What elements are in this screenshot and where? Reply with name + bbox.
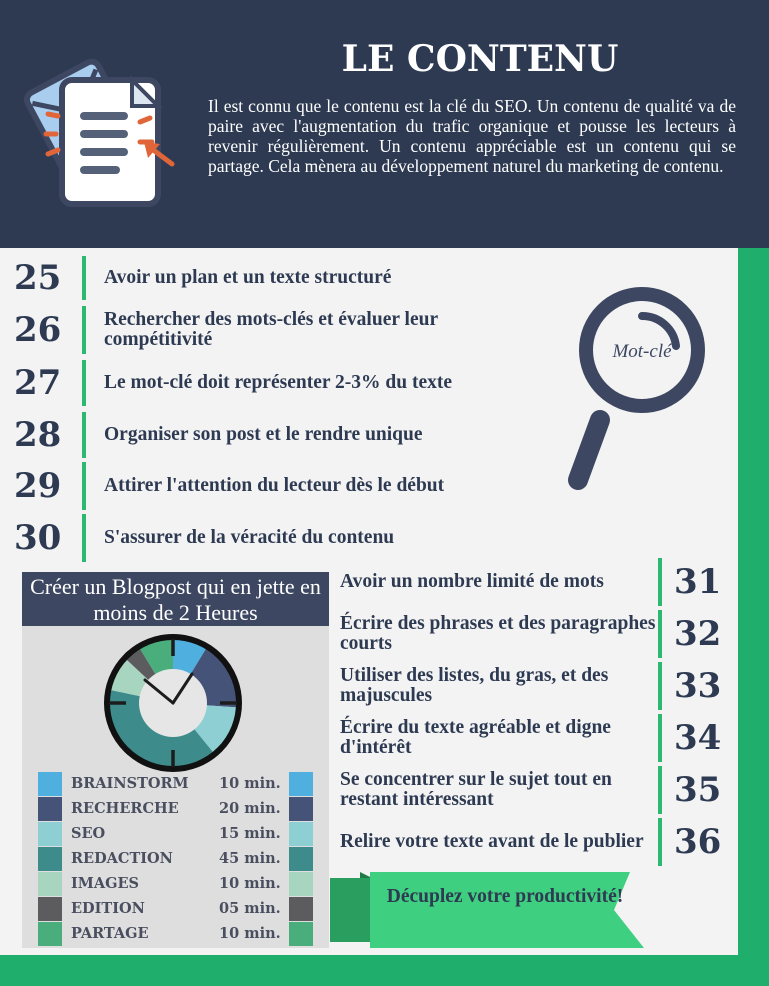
tip-34 [340, 714, 732, 762]
tip-29 [0, 462, 486, 510]
tip-text: Rechercher des mots-clés et évaluer leur compétitivité [104, 309, 438, 350]
tip-text: Se concentrer sur le sujet tout en restant intéressant [340, 769, 612, 810]
tip-text: Relire votre texte avant de le publier [340, 831, 644, 852]
legend-swatch [38, 922, 62, 946]
tip-text: Le mot-clé doit représenter 2-3% du texte [104, 372, 453, 393]
page-title: LE CONTENU [341, 38, 619, 80]
legend-label: BRAINSTORM [71, 775, 189, 792]
ribbon-text: Décuplez votre productivité! [386, 886, 624, 907]
tip-28 [0, 412, 546, 458]
green-side-band [738, 248, 769, 986]
legend-value: 10 min. [219, 775, 281, 792]
legend-value: 45 min. [219, 850, 281, 867]
legend-swatch-right [289, 922, 313, 946]
green-bottom-band [0, 955, 769, 986]
tip-number: 28 [14, 415, 62, 455]
legend-value: 20 min. [219, 800, 281, 817]
tip-33 [340, 662, 732, 710]
magnifier-label: Mot-clé [612, 341, 672, 362]
legend-swatch-right [289, 772, 313, 796]
tip-text: Utiliser des listes, du gras, et des majuscules [340, 665, 609, 706]
legend-swatch [38, 772, 62, 796]
legend-row-seo [38, 821, 318, 846]
tip-number: 26 [14, 310, 62, 350]
legend-row-redaction [38, 846, 318, 871]
tip-35 [340, 766, 732, 814]
tip-31 [340, 558, 732, 606]
legend-swatch-right [289, 872, 313, 896]
document-icon [20, 42, 185, 212]
legend-label: EDITION [71, 900, 145, 917]
legend-value: 10 min. [219, 875, 281, 892]
legend-value: 15 min. [219, 825, 281, 842]
magnifier-icon [560, 280, 720, 500]
tip-number: 31 [674, 562, 722, 602]
tip-number: 30 [14, 518, 62, 558]
intro-paragraph: Il est connu que le contenu est la clé du SEO. Un contenu de qualité va de paire avec l'augmentation du trafic organique et pousse les lecteurs à revenir régulièrement. Un contenu appréciable est un contenu qui se partage. Cela mènera au développement naturel du marketing de contenu. [208, 96, 736, 176]
legend-label: REDACTION [71, 850, 173, 867]
legend-swatch [38, 872, 62, 896]
tip-number: 29 [14, 466, 62, 506]
tip-32 [340, 610, 732, 658]
tip-text: Avoir un nombre limité de mots [340, 571, 604, 592]
tip-number: 25 [14, 258, 62, 298]
legend-swatch-right [289, 797, 313, 821]
legend-value: 05 min. [219, 900, 281, 917]
tip-27 [0, 360, 546, 406]
tip-text: Avoir un plan et un texte structuré [104, 267, 392, 288]
tip-number: 35 [674, 770, 722, 810]
tip-30 [0, 514, 546, 562]
legend-label: RECHERCHE [71, 800, 179, 817]
legend-row-partage [38, 921, 318, 946]
legend-row-recherche [38, 796, 318, 821]
legend-swatch-right [289, 897, 313, 921]
tip-text: Écrire du texte agréable et digne d'intérêt [340, 717, 611, 758]
legend-swatch [38, 797, 62, 821]
legend-swatch [38, 822, 62, 846]
blogpost-title: Créer un Blogpost qui en jette en moins de 2 Heures [22, 572, 329, 626]
tip-number: 32 [674, 614, 722, 654]
legend-row-edition [38, 896, 318, 921]
tip-number: 34 [674, 718, 722, 758]
tip-text: S'assurer de la véracité du contenu [104, 527, 395, 548]
legend-label: SEO [71, 825, 106, 842]
tip-26 [0, 306, 546, 354]
tip-36 [340, 818, 732, 866]
legend-swatch [38, 897, 62, 921]
productivity-ribbon [330, 872, 650, 952]
tip-number: 27 [14, 363, 62, 403]
tip-number: 33 [674, 666, 722, 706]
legend-label: PARTAGE [71, 925, 149, 942]
tip-number: 36 [674, 822, 722, 862]
tip-text: Attirer l'attention du lecteur dès le début [104, 475, 445, 496]
tip-text: Organiser son post et le rendre unique [104, 424, 423, 445]
tip-text: Écrire des phrases et des paragraphes courts [340, 613, 656, 654]
header-banner [0, 0, 769, 248]
legend-swatch-right [289, 847, 313, 871]
legend-label: IMAGES [71, 875, 139, 892]
legend-swatch [38, 847, 62, 871]
legend-value: 10 min. [219, 925, 281, 942]
tip-25 [0, 256, 516, 300]
legend-row-brainstorm [38, 771, 318, 796]
legend-swatch-right [289, 822, 313, 846]
clock-pie-chart [100, 630, 246, 776]
legend-row-images [38, 871, 318, 896]
